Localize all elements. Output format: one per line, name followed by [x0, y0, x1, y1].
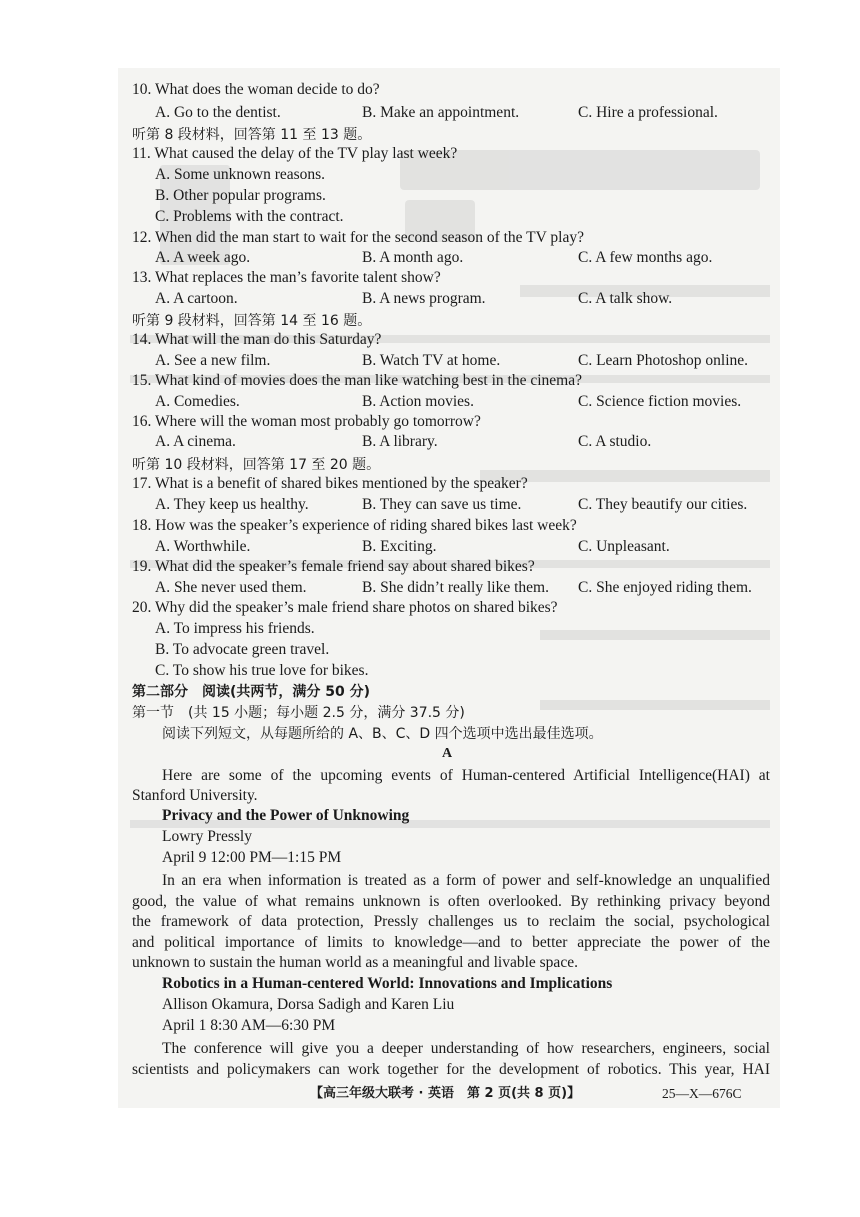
option-15a: A. Comedies.	[155, 393, 240, 410]
event2-title: Robotics in a Human-centered World: Innovations and Implications	[162, 975, 613, 992]
event2-body-line2: scientists and policymakers can work together for the development of robotics. This year, HAI	[132, 1061, 770, 1078]
question-12: 12. When did the man start to wait for the second season of the TV play?	[132, 229, 584, 246]
option-11b: B. Other popular programs.	[155, 187, 326, 204]
option-10a: A. Go to the dentist.	[155, 104, 281, 121]
question-11: 11. What caused the delay of the TV play last week?	[132, 145, 458, 162]
section-heading-9: 听第 9 段材料，回答第 14 至 16 题。	[132, 313, 372, 329]
option-10b: B. Make an appointment.	[362, 104, 520, 121]
option-16b: B. A library.	[362, 433, 438, 450]
event1-body-line4: and political importance of limits to knowledge—and to better appreciate the power of the	[132, 934, 770, 951]
option-14a: A. See a new film.	[155, 352, 271, 369]
option-14c: C. Learn Photoshop online.	[578, 352, 749, 369]
option-19a: A. She never used them.	[155, 579, 307, 596]
passage-intro-line1: Here are some of the upcoming events of Human-centered Artificial Intelligence(HAI) at	[162, 767, 770, 784]
question-10: 10. What does the woman decide to do?	[132, 81, 380, 98]
option-19c: C. She enjoyed riding them.	[578, 579, 752, 596]
option-13b: B. A news program.	[362, 290, 486, 307]
event1-body-line5: unknown to sustain the human world as a meaningful and livable space.	[132, 954, 578, 971]
question-17: 17. What is a benefit of shared bikes mentioned by the speaker?	[132, 475, 528, 492]
reading-instruction: 阅读下列短文，从每题所给的 A、B、C、D 四个选项中选出最佳选项。	[162, 726, 603, 742]
event1-title: Privacy and the Power of Unknowing	[162, 807, 410, 824]
event2-time: April 1 8:30 AM—6:30 PM	[162, 1017, 336, 1034]
event1-time: April 9 12:00 PM—1:15 PM	[162, 849, 342, 866]
option-19b: B. She didn’t really like them.	[362, 579, 549, 596]
event1-body-line2: good, the value of what remains unknown is often overlooked. By rethinking privacy beyond	[132, 893, 770, 910]
option-12a: A. A week ago.	[155, 249, 251, 266]
event1-body-line1: In an era when information is treated as a form of power and self-knowledge an unqualified	[162, 872, 770, 889]
option-11c: C. Problems with the contract.	[155, 208, 344, 225]
option-18c: C. Unpleasant.	[578, 538, 670, 555]
section-heading-8: 听第 8 段材料，回答第 11 至 13 题。	[132, 127, 372, 143]
event2-speakers: Allison Okamura, Dorsa Sadigh and Karen Liu	[162, 996, 455, 1013]
option-18b: B. Exciting.	[362, 538, 437, 555]
section-heading-10: 听第 10 段材料，回答第 17 至 20 题。	[132, 457, 381, 473]
option-12b: B. A month ago.	[362, 249, 464, 266]
option-17b: B. They can save us time.	[362, 496, 522, 513]
option-18a: A. Worthwhile.	[155, 538, 251, 555]
question-15: 15. What kind of movies does the man like watching best in the cinema?	[132, 372, 582, 389]
option-12c: C. A few months ago.	[578, 249, 713, 266]
option-11a: A. Some unknown reasons.	[155, 166, 326, 183]
question-19: 19. What did the speaker’s female friend say about shared bikes?	[132, 558, 535, 575]
event1-body-line3: the framework of data protection, Pressly challenges us to reclaim the social, psychological	[132, 913, 770, 930]
option-13a: A. A cartoon.	[155, 290, 238, 307]
option-15b: B. Action movies.	[362, 393, 474, 410]
question-13: 13. What replaces the man’s favorite talent show?	[132, 269, 441, 286]
paper-code: 25—X—676C	[662, 1086, 742, 1101]
option-17a: A. They keep us healthy.	[155, 496, 309, 513]
event2-body-line1: The conference will give you a deeper understanding of how researchers, engineers, social	[162, 1040, 770, 1057]
option-14b: B. Watch TV at home.	[362, 352, 501, 369]
option-20a: A. To impress his friends.	[155, 620, 315, 637]
question-18: 18. How was the speaker’s experience of riding shared bikes last week?	[132, 517, 577, 534]
option-17c: C. They beautify our cities.	[578, 496, 748, 513]
option-16a: A. A cinema.	[155, 433, 236, 450]
option-15c: C. Science fiction movies.	[578, 393, 742, 410]
part-two-title: 第二部分 阅读(共两节，满分 50 分)	[132, 684, 371, 700]
page-footer: 【高三年级大联考 · 英语 第 2 页(共 8 页)】	[310, 1086, 581, 1101]
section-one-title: 第一节 (共 15 小题；每小题 2.5 分，满分 37.5 分)	[132, 705, 465, 721]
question-16: 16. Where will the woman most probably go tomorrow?	[132, 413, 481, 430]
question-20: 20. Why did the speaker’s male friend share photos on shared bikes?	[132, 599, 558, 616]
event1-speaker: Lowry Pressly	[162, 828, 252, 845]
passage-intro-line2: Stanford University.	[132, 787, 258, 804]
option-16c: C. A studio.	[578, 433, 652, 450]
option-20c: C. To show his true love for bikes.	[155, 662, 369, 679]
option-10c: C. Hire a professional.	[578, 104, 718, 121]
question-14: 14. What will the man do this Saturday?	[132, 331, 382, 348]
option-20b: B. To advocate green travel.	[155, 641, 330, 658]
passage-letter: A	[442, 746, 453, 761]
option-13c: C. A talk show.	[578, 290, 673, 307]
